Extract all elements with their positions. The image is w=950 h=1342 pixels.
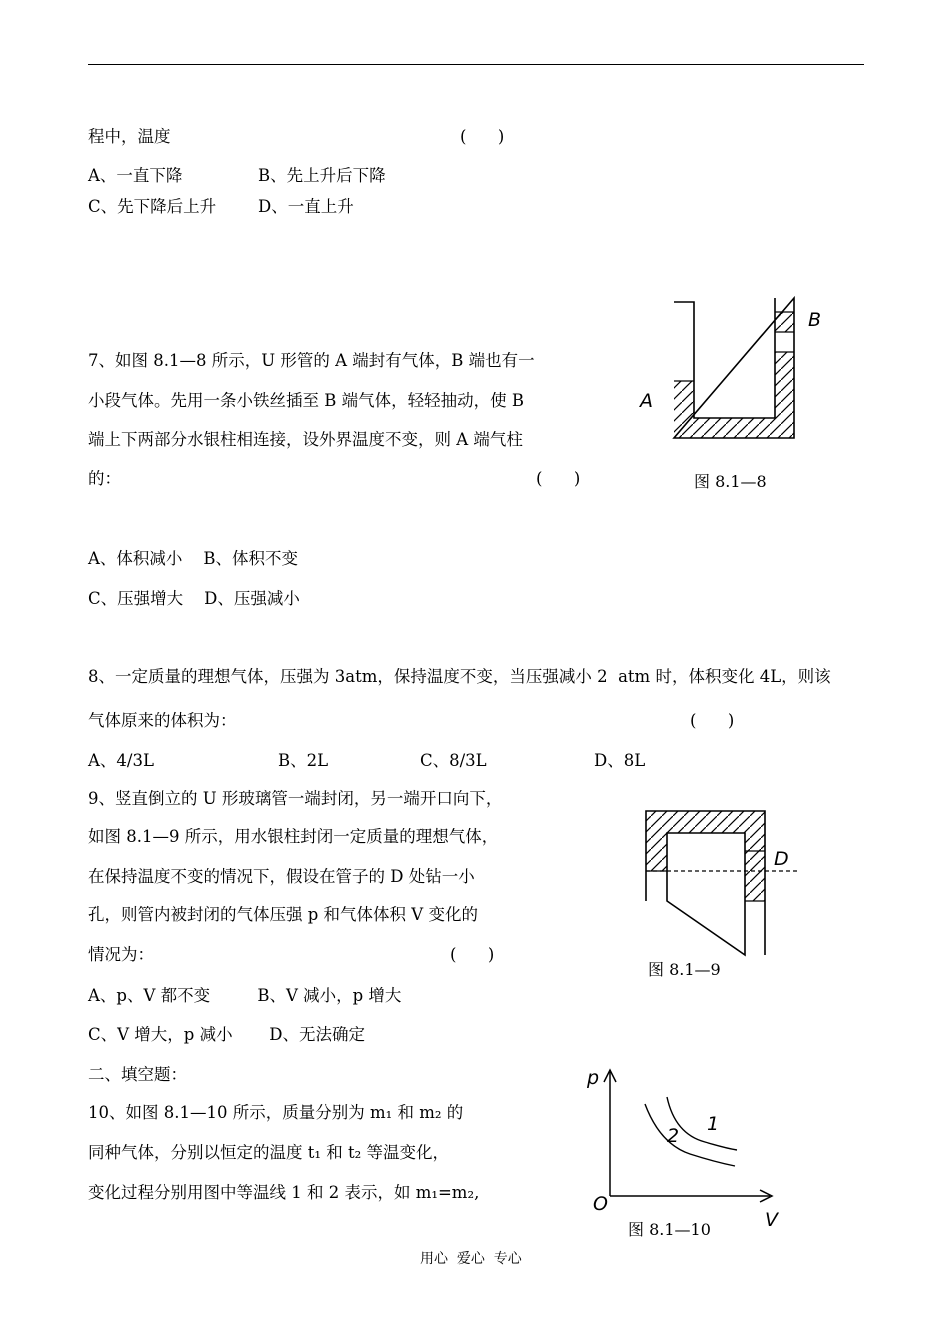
q9-line-1: 9、竖直倒立的 U 形玻璃管一端封闭，另一端开口向下， xyxy=(88,789,503,808)
figure-8-1-10 xyxy=(585,1064,785,1234)
figure-8-1-9-caption: 图 8.1—9 xyxy=(648,960,721,979)
q8-option-b: B、2L xyxy=(278,751,329,770)
q8-line-2: 气体原来的体积为： xyxy=(88,711,237,730)
q9-line-2: 如图 8.1—9 所示，用水银柱封闭一定质量的理想气体， xyxy=(88,827,499,846)
q9-options-cd: C、V 增大，p 减小 D、无法确定 xyxy=(88,1025,366,1044)
figure-8-1-9 xyxy=(640,805,810,965)
q8-option-d: D、8L xyxy=(594,751,646,770)
section-2-heading: 二、填空题： xyxy=(88,1065,187,1084)
q9-answer-paren: ( ) xyxy=(450,945,495,964)
q9-line-5: 情况为： xyxy=(88,945,154,964)
q7-line-3: 端上下两部分水银柱相连接，设外界温度不变，则 A 端气柱 xyxy=(88,430,523,449)
page-footer: 用心 爱心 专心 xyxy=(420,1251,522,1267)
q8-option-a: A、4/3L xyxy=(88,751,154,770)
q7-answer-paren: ( ) xyxy=(536,469,581,488)
q8-answer-paren: ( ) xyxy=(690,711,735,730)
q6-option-c: C、先下降后上升 xyxy=(88,197,217,216)
q6-stem-tail: 程中，温度 xyxy=(88,127,171,146)
q7-options-cd: C、压强增大 D、压强减小 xyxy=(88,589,300,608)
figure-8-1-10-curve-1-label: 1 xyxy=(707,1113,720,1135)
figure-8-1-8-label-b: B xyxy=(808,309,822,331)
q10-line-1: 10、如图 8.1—10 所示，质量分别为 m₁ 和 m₂ 的 xyxy=(88,1103,464,1122)
figure-8-1-10-axis-p: p xyxy=(587,1067,600,1089)
header-rule xyxy=(88,64,864,65)
q6-option-b: B、先上升后下降 xyxy=(258,166,386,185)
q8-option-c: C、8/3L xyxy=(420,751,487,770)
figure-8-1-10-caption: 图 8.1—10 xyxy=(628,1220,711,1239)
figure-8-1-10-curve-2-label: 2 xyxy=(667,1125,680,1147)
q9-line-3: 在保持温度不变的情况下，假设在管子的 D 处钻一小 xyxy=(88,867,475,886)
q7-line-1: 7、如图 8.1—8 所示，U 形管的 A 端封有气体，B 端也有一 xyxy=(88,351,535,370)
q7-options-ab: A、体积减小 B、体积不变 xyxy=(88,549,299,568)
figure-8-1-8-caption: 图 8.1—8 xyxy=(694,472,767,491)
figure-8-1-8-label-a: A xyxy=(640,390,653,412)
figure-8-1-10-origin: O xyxy=(593,1193,608,1215)
q9-options-ab: A、p、V 都不变 B、V 减小，p 增大 xyxy=(88,986,402,1005)
q6-answer-paren: ( ) xyxy=(460,127,505,146)
q7-line-2: 小段气体。先用一条小铁丝插至 B 端气体，轻轻抽动，使 B xyxy=(88,391,524,410)
figure-8-1-10-axis-v: V xyxy=(765,1209,778,1231)
q10-line-3: 变化过程分别用图中等温线 1 和 2 表示，如 m₁=m₂, xyxy=(88,1183,480,1202)
figure-8-1-9-label-d: D xyxy=(774,848,789,870)
q6-option-d: D、一直上升 xyxy=(258,197,354,216)
q6-option-a: A、一直下降 xyxy=(88,166,183,185)
q7-line-4: 的： xyxy=(88,469,121,488)
q10-line-2: 同种气体，分别以恒定的温度 t₁ 和 t₂ 等温变化， xyxy=(88,1143,449,1162)
q9-line-4: 孔，则管内被封闭的气体压强 p 和气体体积 V 变化的 xyxy=(88,905,478,924)
q8-line-1: 8、一定质量的理想气体，压强为 3atm，保持温度不变，当压强减小 2 atm 时，体积变化 4L，则该 xyxy=(88,667,831,686)
figure-8-1-8 xyxy=(638,292,838,452)
